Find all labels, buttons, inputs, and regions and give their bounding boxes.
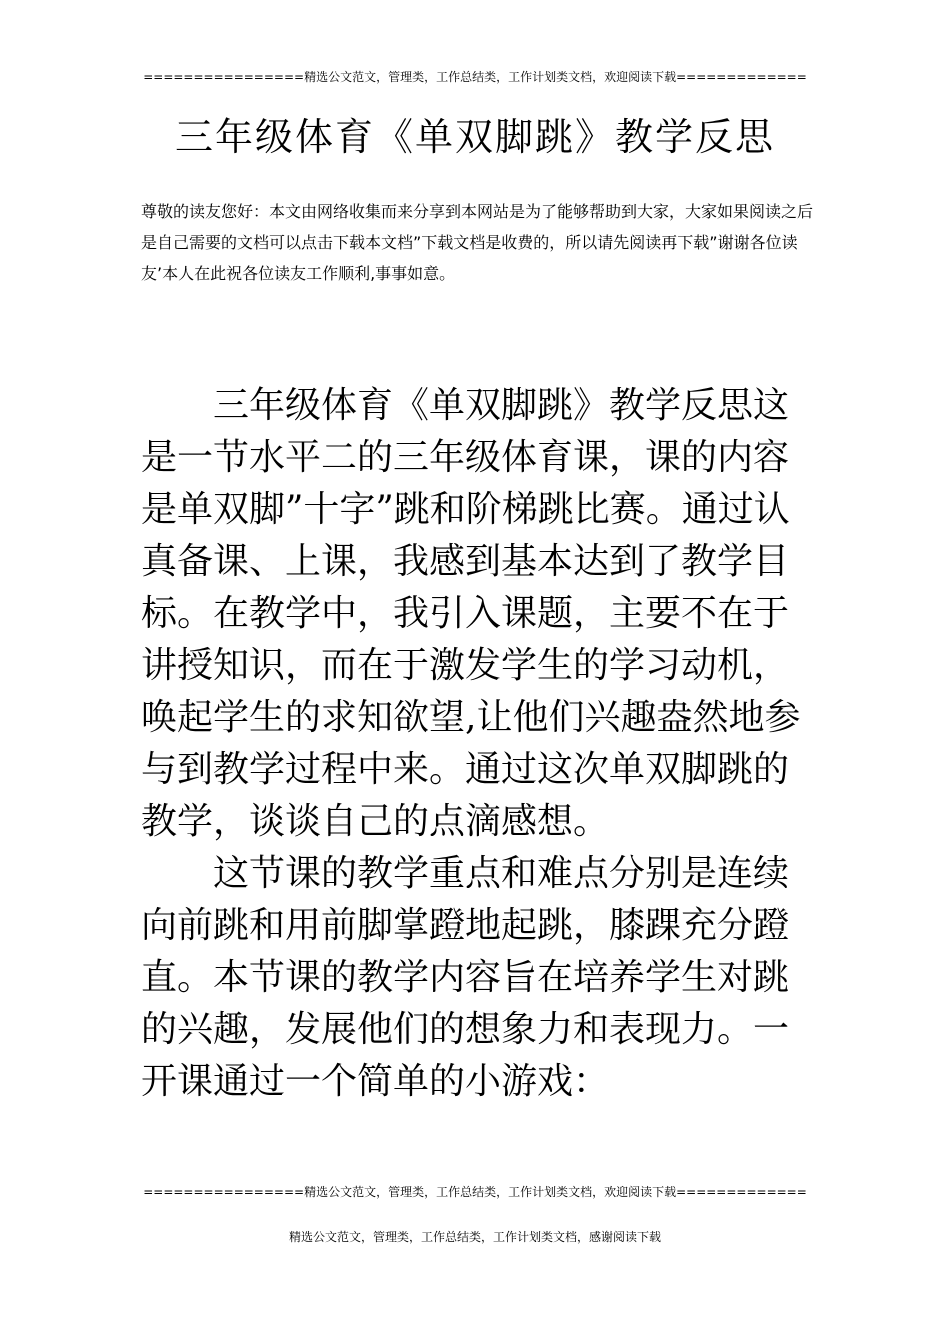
header-banner: ================精选公文范文，管理类，工作总结类，工作计划类文档，欢迎阅读下载=============	[143, 70, 807, 84]
reader-notice: 尊敬的读友您好：本文由网络收集而来分享到本网站是为了能够帮助到大家，大家如果阅读之后是自己需要的文档可以点击下载本文档”下载文档是收费的，所以请先阅读再下载”谢谢各位读友’本人在此祝各位读友工作顺利,事事如意。	[141, 202, 814, 283]
document-body	[141, 380, 813, 1108]
paragraph: 三年级体育《单双脚跳》教学反思这是一节水平二的三年级体育课，课的内容是单双脚”十字”跳和阶梯跳比赛。通过认真备课、上课，我感到基本达到了教学目标。在教学中，我引入课题，主要不在于讲授知识，而在于激发学生的学习动机，唤起学生的求知欲望,让他们兴趣盎然地参与到教学过程中来。通过这次单双脚跳的教学，谈谈自己的点滴感想。	[141, 385, 801, 842]
footer-banner: ================精选公文范文，管理类，工作总结类，工作计划类文档，欢迎阅读下载=============	[143, 1185, 807, 1199]
paragraph: 这节课的教学重点和难点分别是连续向前跳和用前脚掌蹬地起跳，膝踝充分蹬直。本节课的教学内容旨在培养学生对跳的兴趣，发展他们的想象力和表现力。一开课通过一个简单的小游戏：	[141, 853, 790, 1102]
footer-text: 精选公文范文，管理类，工作总结类，工作计划类文档，感谢阅读下载	[288, 1230, 661, 1244]
document-title: 三年级体育《单双脚跳》教学反思	[174, 115, 775, 159]
